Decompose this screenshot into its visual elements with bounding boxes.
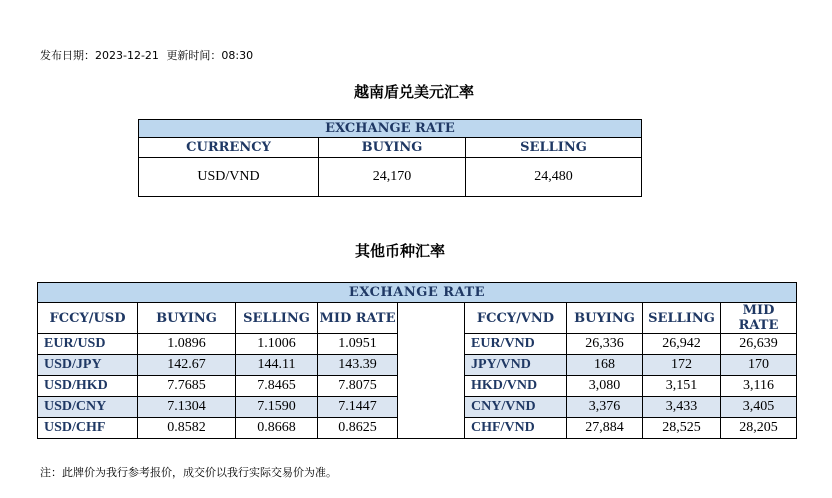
other-rate-table [37,282,797,439]
mid-rate-cell: 1.0951 [318,334,398,355]
buying-cell: 1.0896 [138,334,236,355]
table-row [38,376,797,397]
pair-cell: EUR/VND [465,334,567,355]
pair-cell: USD/CNY [38,397,138,418]
pair-cell: CHF/VND [465,418,567,439]
col-header-fccy-vnd: FCCY/VND [465,303,567,334]
col-header-mid-rate: MID RATE [318,303,398,334]
selling-cell: 3,151 [643,376,721,397]
table-gap [398,418,465,439]
selling-cell: 26,942 [643,334,721,355]
currency-cell: USD/VND [139,158,319,197]
col-header-currency: CURRENCY [139,138,319,158]
mid-rate-cell: 7.8075 [318,376,398,397]
selling-cell: 7.8465 [236,376,318,397]
other-currency-title: 其他币种汇率 [354,242,445,260]
col-header-selling: SELLING [643,303,721,334]
buying-cell: 3,376 [567,397,643,418]
disclaimer-note: 注：此牌价为我行参考报价，成交价以我行实际交易价为准。 [40,466,337,479]
selling-cell: 7.1590 [236,397,318,418]
publish-info [40,47,257,63]
buying-cell: 168 [567,355,643,376]
selling-cell: 172 [643,355,721,376]
table-row [38,397,797,418]
col-header-mid-rate: MID RATE [721,303,797,334]
buying-cell: 0.8582 [138,418,236,439]
table-banner: EXCHANGE RATE [139,120,642,138]
table-banner: EXCHANGE RATE [38,283,797,303]
buying-cell: 7.7685 [138,376,236,397]
table-gap [398,334,465,355]
buying-cell: 27,884 [567,418,643,439]
buying-cell: 24,170 [319,158,466,197]
table-row [38,355,797,376]
mid-rate-cell: 0.8625 [318,418,398,439]
pair-cell: HKD/VND [465,376,567,397]
table-row [38,418,797,439]
table-row [38,334,797,355]
mid-rate-cell: 170 [721,355,797,376]
table-gap [398,376,465,397]
col-header-fccy-usd: FCCY/USD [38,303,138,334]
selling-cell: 28,525 [643,418,721,439]
selling-cell: 0.8668 [236,418,318,439]
buying-cell: 142.67 [138,355,236,376]
vnd-rate-table [138,119,642,197]
mid-rate-cell: 3,405 [721,397,797,418]
selling-cell: 1.1006 [236,334,318,355]
buying-cell: 26,336 [567,334,643,355]
table-gap [398,397,465,418]
mid-rate-cell: 7.1447 [318,397,398,418]
col-header-selling: SELLING [466,138,642,158]
col-header-selling: SELLING [236,303,318,334]
col-header-buying: BUYING [567,303,643,334]
publish-date: 发布日期：2023-12-21 [40,49,159,62]
mid-rate-cell: 26,639 [721,334,797,355]
selling-cell: 24,480 [466,158,642,197]
selling-cell: 144.11 [236,355,318,376]
buying-cell: 7.1304 [138,397,236,418]
pair-cell: USD/JPY [38,355,138,376]
pair-cell: CNY/VND [465,397,567,418]
col-header-buying: BUYING [319,138,466,158]
table-gap [398,355,465,376]
vnd-usd-title: 越南盾兑美元汇率 [353,83,474,101]
table-gap [398,303,465,334]
col-header-buying: BUYING [138,303,236,334]
pair-cell: EUR/USD [38,334,138,355]
mid-rate-cell: 3,116 [721,376,797,397]
update-time: 更新时间：08:30 [166,49,254,62]
selling-cell: 3,433 [643,397,721,418]
pair-cell: USD/CHF [38,418,138,439]
buying-cell: 3,080 [567,376,643,397]
mid-rate-cell: 28,205 [721,418,797,439]
mid-rate-cell: 143.39 [318,355,398,376]
pair-cell: JPY/VND [465,355,567,376]
pair-cell: USD/HKD [38,376,138,397]
